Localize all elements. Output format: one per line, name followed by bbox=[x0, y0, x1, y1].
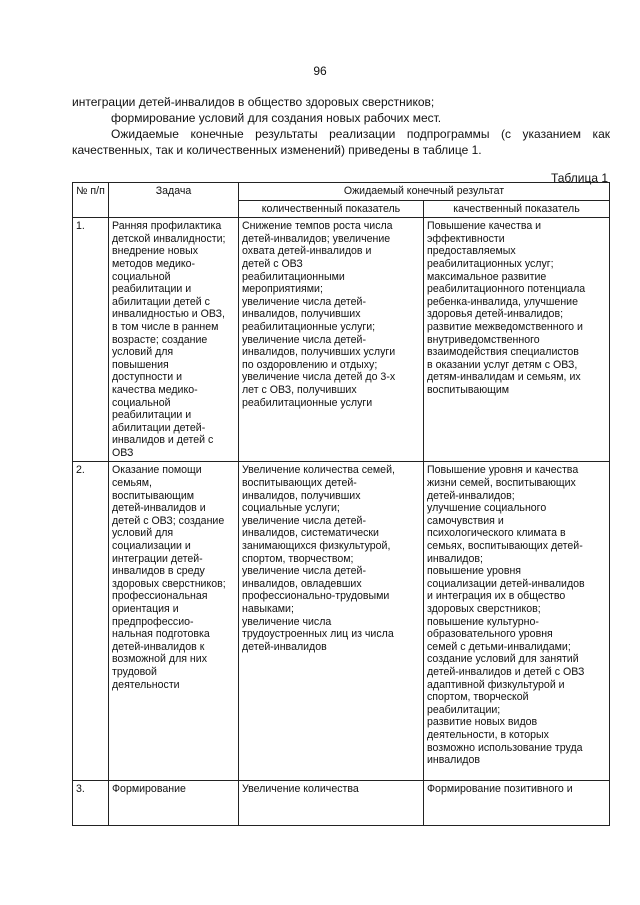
cell-line: нальная подготовка bbox=[112, 628, 210, 641]
cell-line: предоставляемых bbox=[427, 245, 516, 258]
cell-line: трудоустроенных лиц из числа bbox=[242, 628, 394, 641]
cell-line: улучшение социального bbox=[427, 502, 547, 515]
cell-line: ориентация и bbox=[112, 603, 179, 615]
quantitative-cell bbox=[239, 462, 424, 781]
cell-line: абилитации детей с bbox=[112, 295, 210, 308]
header-task: Задача bbox=[109, 183, 239, 218]
cell-line: Формирование позитивного и bbox=[427, 783, 573, 796]
cell-line: самочувствия и bbox=[427, 514, 504, 527]
cell-line: образовательного уровня bbox=[427, 628, 553, 641]
cell-line: реабилитационные услуги; bbox=[242, 320, 376, 333]
cell-line: воспитывающим bbox=[112, 489, 195, 502]
cell-line: детей-инвалидов и детей с ОВЗ bbox=[427, 665, 585, 678]
cell-line: Повышение качества и bbox=[427, 220, 542, 233]
cell-line: детей-инвалидов; bbox=[427, 489, 515, 502]
cell-line: инвалидов в среду bbox=[112, 565, 205, 578]
cell-line: здоровых сверстников; bbox=[112, 577, 226, 590]
cell-line: увеличение числа детей- bbox=[242, 333, 367, 346]
cell-line: ОВЗ bbox=[112, 446, 134, 459]
cell-line: инвалидов, систематически bbox=[242, 527, 379, 540]
cell-line: социализации детей-инвалидов bbox=[427, 577, 585, 590]
task-cell bbox=[109, 462, 239, 781]
cell-line: в оказании услуг детям с ОВЗ, bbox=[427, 358, 578, 371]
cell-line: увеличение числа детей- bbox=[242, 565, 367, 578]
cell-line: предпрофессио- bbox=[112, 615, 194, 628]
task-cell bbox=[109, 218, 239, 462]
paragraph-integration: интеграции детей-инвалидов в общество здоровых сверстников; bbox=[72, 95, 435, 109]
cell-line: мероприятиями; bbox=[242, 283, 323, 296]
table-row bbox=[73, 781, 610, 826]
quantitative-cell bbox=[239, 781, 424, 826]
cell-line: возможной для них bbox=[112, 653, 207, 666]
cell-line: взаимодействия специалистов bbox=[427, 346, 579, 359]
cell-line: увеличение числа bbox=[242, 615, 332, 628]
cell-line: максимальное развитие bbox=[427, 270, 547, 283]
cell-line: реабилитационного потенциала bbox=[427, 283, 586, 296]
cell-line: социализации и bbox=[112, 540, 191, 553]
cell-line: семей с детьми-инвалидами; bbox=[427, 640, 571, 653]
cell-line: воспитывающим bbox=[427, 383, 510, 396]
cell-line: доступности и bbox=[112, 371, 183, 384]
cell-line: детей с ОВЗ bbox=[242, 257, 303, 270]
cell-line: деятельности bbox=[112, 678, 180, 691]
cell-line: жизни семей, воспитывающих bbox=[427, 477, 576, 490]
cell-line: повышение культурно- bbox=[427, 615, 539, 628]
cell-line: эффективности bbox=[427, 232, 505, 245]
cell-line: создание условий для занятий bbox=[427, 653, 579, 666]
header-quantitative: количественный показатель bbox=[239, 200, 424, 218]
cell-line: абилитации детей- bbox=[112, 421, 206, 434]
cell-line: детей-инвалидов; увеличение bbox=[242, 232, 391, 245]
table-header-row bbox=[73, 183, 610, 201]
cell-line: внедрение новых bbox=[112, 245, 198, 258]
cell-line: инвалидностью и ОВЗ, bbox=[112, 308, 225, 321]
cell-line: спортом, творческой bbox=[427, 691, 529, 704]
cell-line: повышения bbox=[112, 358, 169, 371]
cell-line: внутриведомственного bbox=[427, 333, 540, 346]
row-number: 3. bbox=[73, 781, 109, 826]
cell-line: увеличение числа детей до 3-х bbox=[242, 371, 396, 384]
cell-line: ребенка-инвалида, улучшение bbox=[427, 295, 578, 308]
table-row bbox=[73, 218, 610, 462]
cell-line: инвалидов, получивших услуги bbox=[242, 346, 396, 359]
cell-line: инвалидов, получивших bbox=[242, 308, 361, 321]
cell-line: развитие межведомственного и bbox=[427, 320, 583, 333]
cell-line: Повышение уровня и качества bbox=[427, 464, 579, 477]
cell-line: навыками; bbox=[242, 603, 294, 615]
cell-line: качества медико- bbox=[112, 383, 198, 396]
cell-line: Увеличение количества bbox=[242, 783, 359, 796]
cell-line: детей-инвалидов к bbox=[112, 640, 205, 653]
header-number: № п/п bbox=[73, 183, 109, 218]
cell-line: Ранняя профилактика bbox=[112, 220, 222, 233]
quantitative-cell bbox=[239, 218, 424, 462]
cell-line: занимающихся физкультурой, bbox=[242, 540, 391, 553]
cell-line: детей-инвалидов bbox=[242, 640, 327, 653]
cell-line: реабилитационными bbox=[242, 270, 345, 283]
cell-line: реабилитационные услуги bbox=[242, 396, 373, 409]
cell-line: воспитывающих детей- bbox=[242, 477, 357, 490]
cell-line: здоровых сверстников; bbox=[427, 603, 541, 615]
cell-line: психологического климата в bbox=[427, 527, 566, 540]
cell-line: интеграции детей- bbox=[112, 552, 203, 565]
cell-line: детской инвалидности; bbox=[112, 232, 226, 245]
page-number: 96 bbox=[313, 64, 327, 78]
table-caption: Таблица 1 bbox=[550, 171, 608, 185]
paragraph-expected-results: Ожидаемые конечные результаты реализации подпрограммы (с указанием как качественных, так и количественных изменений) приведены в таблице 1. bbox=[72, 127, 610, 157]
cell-line: повышение уровня bbox=[427, 565, 522, 578]
row-number: 1. bbox=[73, 218, 109, 462]
cell-line: спортом, творчеством; bbox=[242, 552, 354, 565]
header-expected-result: Ожидаемый конечный результат bbox=[239, 183, 610, 201]
cell-line: реабилитационных услуг; bbox=[427, 257, 554, 270]
header-qualitative: качественный показатель bbox=[424, 200, 610, 218]
cell-line: инвалидов и детей с bbox=[112, 434, 214, 447]
cell-line: детей-инвалидов и bbox=[112, 502, 206, 515]
cell-line: Увеличение количества семей, bbox=[242, 464, 395, 477]
row-number: 2. bbox=[73, 462, 109, 781]
cell-line: лет с ОВЗ, получивших bbox=[242, 383, 357, 396]
table-row bbox=[73, 462, 610, 781]
cell-line: детям-инвалидам и семьям, их bbox=[427, 371, 581, 384]
cell-line: инвалидов, получивших bbox=[242, 489, 361, 502]
cell-line: семьях, воспитывающих детей- bbox=[427, 540, 583, 553]
cell-line: условий для bbox=[112, 527, 174, 540]
cell-line: Снижение темпов роста числа bbox=[242, 220, 393, 233]
cell-line: трудовой bbox=[112, 665, 157, 678]
cell-line: увеличение числа детей- bbox=[242, 514, 367, 527]
cell-line: инвалидов; bbox=[427, 552, 483, 565]
cell-line: инвалидов, овладевших bbox=[242, 577, 362, 590]
cell-line: инвалидов bbox=[427, 754, 480, 767]
cell-line: адаптивной физкультурой и bbox=[427, 678, 565, 691]
cell-line: реабилитации; bbox=[427, 703, 501, 716]
cell-line: по оздоровлению и отдыху; bbox=[242, 358, 378, 371]
cell-line: Формирование bbox=[112, 783, 186, 796]
cell-line: социальные услуги; bbox=[242, 502, 340, 515]
cell-line: деятельности, в которых bbox=[427, 728, 549, 741]
qualitative-cell bbox=[424, 462, 610, 781]
cell-line: профессиональная bbox=[112, 590, 208, 603]
paragraph-jobs: формирование условий для создания новых рабочих мест. bbox=[111, 111, 442, 125]
cell-line: профессионально-трудовыми bbox=[242, 590, 390, 603]
cell-line: социальной bbox=[112, 396, 171, 409]
cell-line: здоровья детей-инвалидов; bbox=[427, 308, 564, 321]
cell-line: детей с ОВЗ; создание bbox=[112, 514, 225, 527]
cell-line: развитие новых видов bbox=[427, 716, 538, 729]
qualitative-cell bbox=[424, 218, 610, 462]
cell-line: увеличение числа детей- bbox=[242, 295, 367, 308]
qualitative-cell bbox=[424, 781, 610, 826]
cell-line: социальной bbox=[112, 270, 171, 283]
cell-line: семьям, bbox=[112, 477, 152, 490]
cell-line: реабилитации и bbox=[112, 409, 192, 422]
cell-line: возрасте; создание bbox=[112, 333, 208, 346]
cell-line: в том числе в раннем bbox=[112, 320, 219, 333]
cell-line: методов медико- bbox=[112, 257, 196, 270]
cell-line: охвата детей-инвалидов и bbox=[242, 245, 372, 258]
cell-line: и интеграция их в общество bbox=[427, 590, 566, 603]
cell-line: возможно использование труда bbox=[427, 741, 583, 754]
cell-line: реабилитации и bbox=[112, 283, 192, 296]
cell-line: Оказание помощи bbox=[112, 464, 202, 477]
task-cell bbox=[109, 781, 239, 826]
cell-line: условий для bbox=[112, 346, 174, 359]
results-table bbox=[72, 182, 610, 826]
